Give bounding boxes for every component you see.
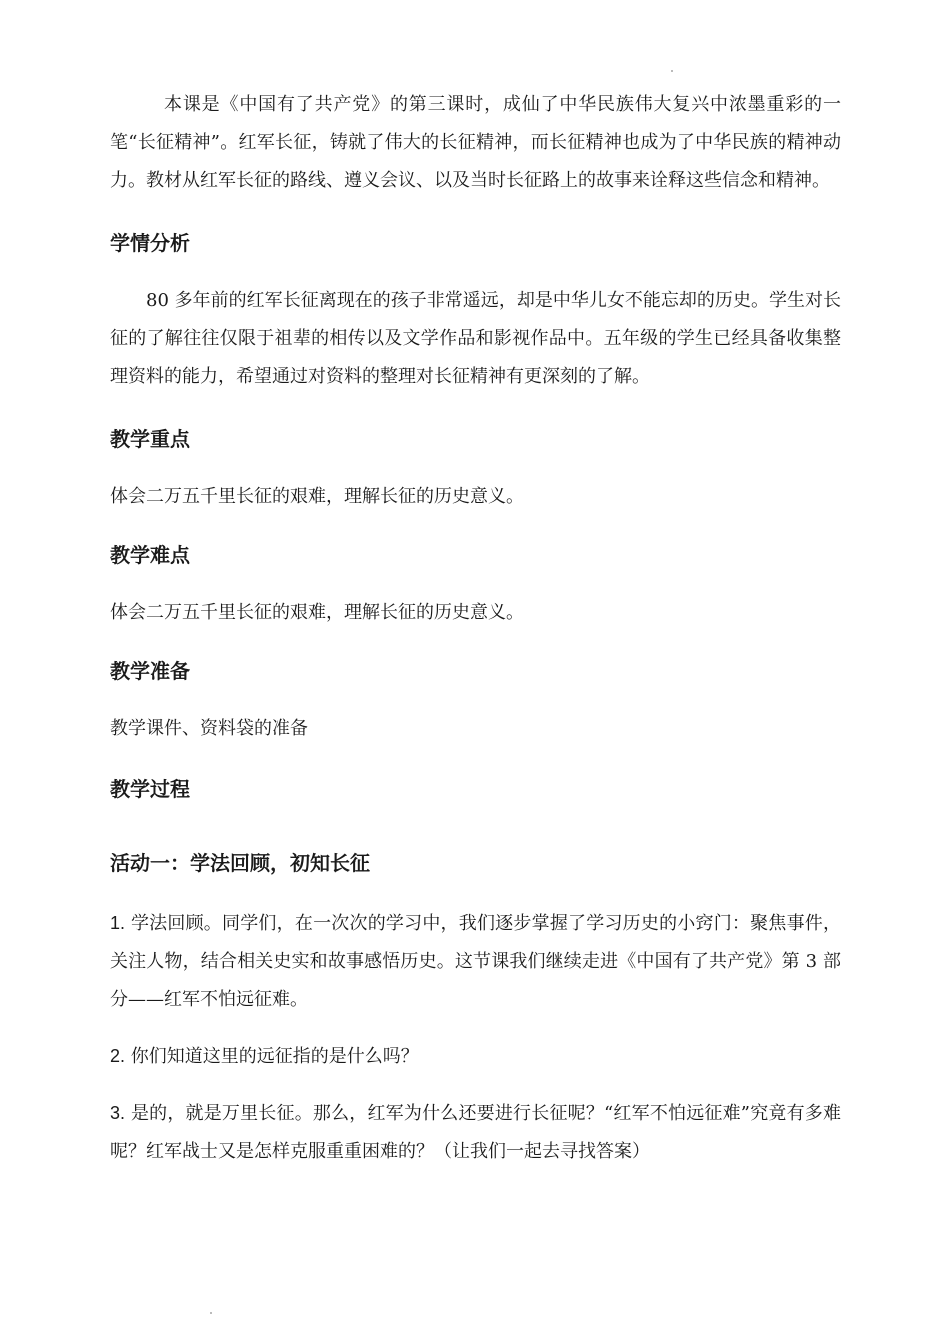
heading-process: 教学过程 bbox=[110, 777, 190, 801]
document-body bbox=[110, 86, 841, 1171]
item-text: 是的，就是万里长征。那么，红军为什么还要进行长征呢？“红军不怕远征难”究竟有多难呢？红军战士又是怎样克服重重困难的？（让我们一起去寻找答案） bbox=[110, 1103, 841, 1162]
heading-analysis: 学情分析 bbox=[110, 231, 190, 255]
heading-key-points: 教学重点 bbox=[110, 427, 190, 451]
intro-paragraph: 本课是《中国有了共产党》的第三课时，成仙了中华民族伟大复兴中浓墨重彩的一笔“长征精神”。红军长征，铸就了伟大的长征精神，而长征精神也成为了中华民族的精神动力。教材从红军长征的路线、遵义会议、以及当时长征路上的故事来诠释这些信念和精神。 bbox=[110, 94, 841, 191]
heading-activity-1: 活动一：学法回顾，初知长征 bbox=[110, 851, 370, 875]
heading-preparation: 教学准备 bbox=[110, 659, 190, 683]
corner-mark-top bbox=[671, 70, 673, 72]
item-text: 学法回顾。同学们，在一次次的学习中，我们逐步掌握了学习历史的小窍门：聚焦事件，关注人物，结合相关史实和故事感悟历史。这节课我们继续走进《中国有了共产党》第 3 部分——红军不怕远征难。 bbox=[110, 913, 841, 1010]
item-text: 你们知道这里的远征指的是什么吗？ bbox=[130, 1046, 419, 1067]
preparation-text: 教学课件、资料袋的准备 bbox=[110, 718, 308, 739]
activity-item-2 bbox=[110, 1037, 841, 1076]
key-points-text: 体会二万五千里长征的艰难，理解长征的历史意义。 bbox=[110, 486, 524, 507]
item-number: 3. bbox=[110, 1103, 126, 1123]
item-number: 2. bbox=[110, 1046, 126, 1066]
difficulties-text: 体会二万五千里长征的艰难，理解长征的历史意义。 bbox=[110, 602, 524, 623]
activity-item-3 bbox=[110, 1094, 841, 1171]
activity-item-1 bbox=[110, 904, 841, 1019]
heading-difficulties: 教学难点 bbox=[110, 543, 190, 567]
item-number: 1. bbox=[110, 913, 126, 933]
corner-mark-bottom bbox=[210, 1312, 212, 1314]
analysis-paragraph: 80 多年前的红军长征离现在的孩子非常遥远，却是中华儿女不能忘却的历史。学生对长征的了解往往仅限于祖辈的相传以及文学作品和影视作品中。五年级的学生已经具备收集整理资料的能力，希望通过对资料的整理对长征精神有更深刻的了解。 bbox=[110, 290, 841, 387]
